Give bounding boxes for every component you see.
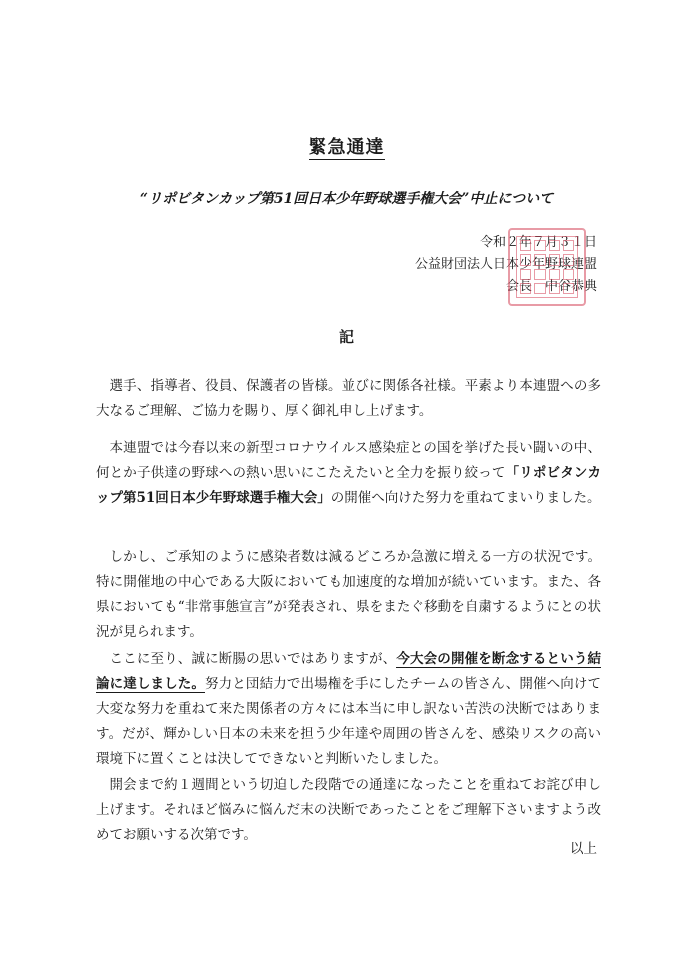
paragraph-apology: 開会まで約１週間という切迫した段階での通達になったことを重ねてお詫び申し上げます。それほど悩みに悩んだ末の決断であったことをご理解下さいますよう改めてお願いする次第です。 — [96, 777, 601, 843]
tournament-name: 「リポビタンカップ第51回日本少年野球選手権大会」 — [96, 465, 602, 506]
issue-date: 令和２年７月３１日 — [479, 235, 597, 250]
cancellation-statement: 今大会の開催を断念するという結論に達しました。 — [96, 651, 602, 692]
paragraph-decision: ここに至り、誠に断腸の思いではありますが、今大会の開催を断念するという結論に達しました。努力と団結力で出場権を手にしたチームの皆さん、開催へ向けて大変な努力を重ねて来た関係者の方々には本当に申し訳ない苦渋の決断ではあります。だが、輝かしい日本の未来を担う少年達や周囲の皆さんを、感染リスクの高い環境下に置くことは決してできないと判断いたしました。 — [96, 651, 602, 767]
official-seal-stamp — [508, 228, 586, 306]
paragraph-situation: しかし、ご承知のように感染者数は減るどころか急激に増える一方の状況です。特に開催地の中心である大阪においても加速度的な増加が続いています。また、各県においても“非常事態宣言”が発表され、県をまたぐ移動を自粛するようにとの状況が見られます。 — [96, 549, 601, 640]
paragraph-effort: 本連盟では今春以来の新型コロナウイルス感染症との国を挙げた長い闘いの中、何とか子供達の野球への熱い思いにこたえたいと全力を振り絞って「リポビタンカップ第51回日本少年野球選手権大会」の開催へ向けた努力を重ねてまいりました。 — [96, 440, 602, 506]
ki-heading: 記 — [338, 328, 354, 346]
sender-president: 会長 中谷恭典 — [505, 279, 597, 294]
paragraph-greeting: 選手、指導者、役員、保護者の皆様。並びに関係各社様。平素より本連盟への多大なるご理解、ご協力を賜り、厚く御礼申し上げます。 — [96, 378, 601, 419]
document-subject: “リポビタンカップ第51回日本少年野球選手権大会”中止について — [139, 191, 554, 207]
document-title: 緊急通達 — [308, 137, 385, 158]
closing-ijo: 以上 — [570, 841, 597, 857]
sender-organization: 公益財団法人日本少年野球連盟 — [414, 257, 597, 272]
